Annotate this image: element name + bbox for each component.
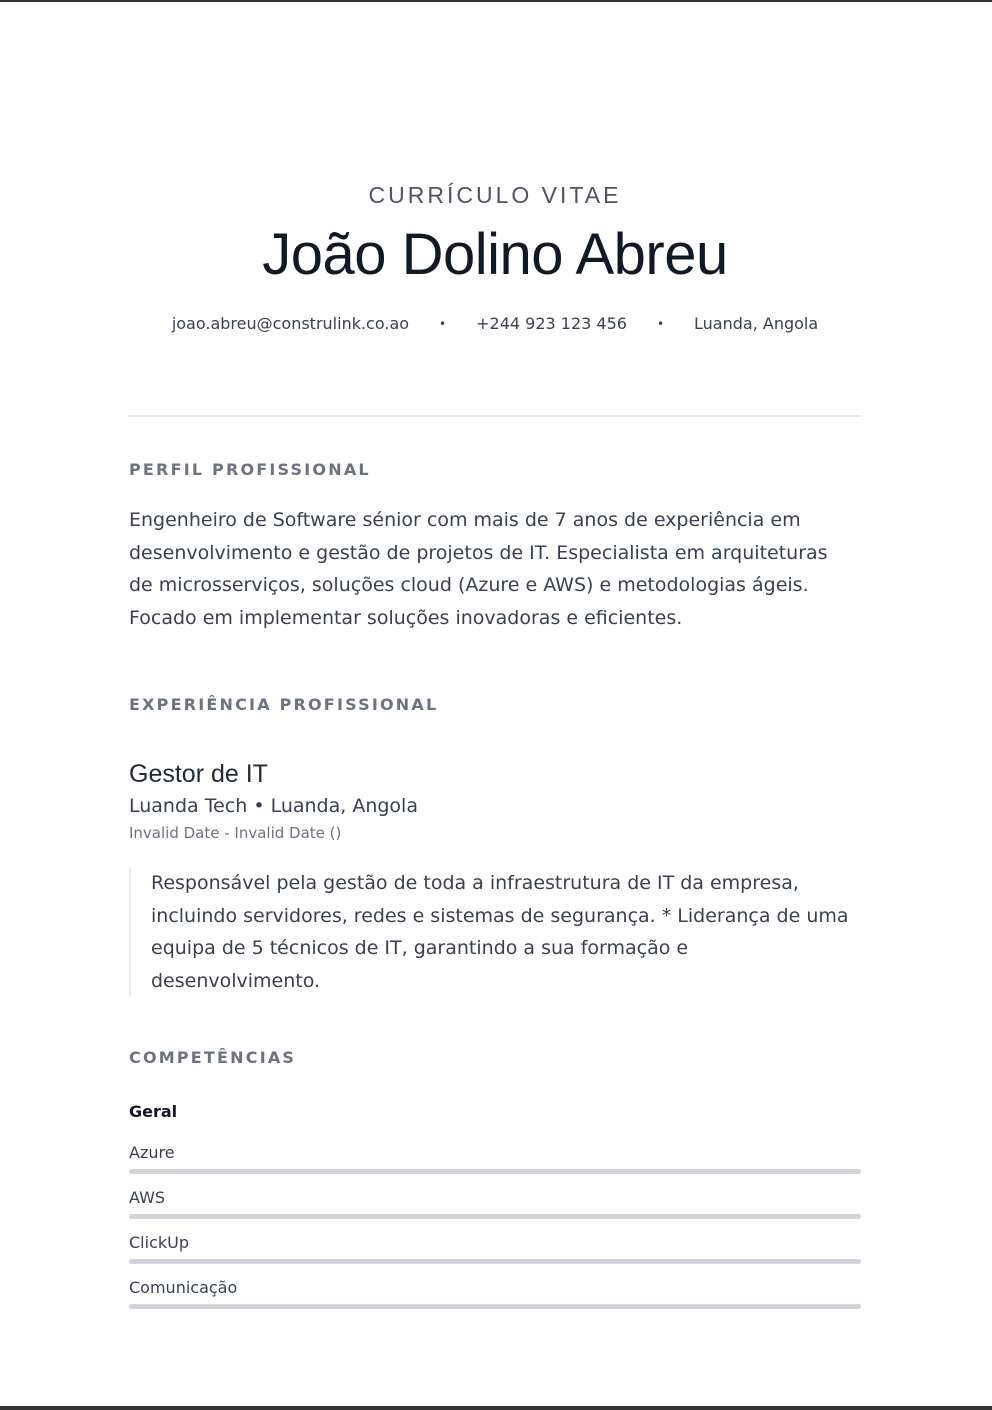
- skill-name: Azure: [129, 1143, 175, 1162]
- cv-label: CURRÍCULO VITAE: [368, 182, 622, 208]
- page-bottom-border: [0, 1406, 992, 1410]
- job-role: Gestor de IT: [129, 760, 268, 788]
- contact-separator: •: [439, 316, 447, 331]
- contact-line: [129, 314, 861, 333]
- skill-item: [129, 1233, 861, 1264]
- skill-name: AWS: [129, 1188, 166, 1207]
- skill-name: ClickUp: [129, 1233, 189, 1252]
- contact-location: Luanda, Angola: [694, 314, 819, 333]
- contact-separator: •: [656, 316, 665, 331]
- section-title-profile: PERFIL PROFISSIONAL: [129, 460, 371, 479]
- skill-item: [129, 1188, 861, 1219]
- section-title-experience: EXPERIÊNCIA PROFISSIONAL: [129, 695, 439, 714]
- page-top-border: [0, 0, 992, 2]
- job-description: Responsável pela gestão de toda a infraestrutura de IT da empresa, incluindo servidores, redes e sistemas de segurança. * Liderança de uma equipa de 5 técnicos de IT, garantindo a sua formação e desenvolvimento.: [129, 867, 851, 997]
- contact-email[interactable]: joao.abreu@construlink.co.ao: [171, 314, 410, 333]
- skill-bar: [129, 1214, 861, 1219]
- cv-header: [129, 180, 861, 333]
- skill-bar: [129, 1259, 861, 1264]
- skill-name: Comunicação: [129, 1278, 238, 1297]
- job-company: Luanda Tech • Luanda, Angola: [129, 795, 418, 817]
- profile-summary: Engenheiro de Software sénior com mais de 7 anos de experiência em desenvolvimento e gestão de projetos de IT. Especialista em arquiteturas de microsserviços, soluções cloud (Azure e AWS) e metodologias ágeis. Focado em implementar soluções inovadoras e eficientes.: [129, 509, 828, 629]
- skill-bar: [129, 1304, 861, 1309]
- contact-phone[interactable]: +244 923 123 456: [476, 314, 627, 333]
- skill-item: [129, 1278, 861, 1309]
- skill-bar: [129, 1169, 861, 1174]
- skill-group-label: Geral: [129, 1102, 178, 1121]
- skill-item: [129, 1143, 861, 1174]
- header-divider: [128, 415, 861, 417]
- section-title-skills: COMPETÊNCIAS: [129, 1048, 297, 1067]
- job-dates: Invalid Date - Invalid Date (): [129, 824, 342, 842]
- person-name: João Dolino Abreu: [262, 222, 728, 287]
